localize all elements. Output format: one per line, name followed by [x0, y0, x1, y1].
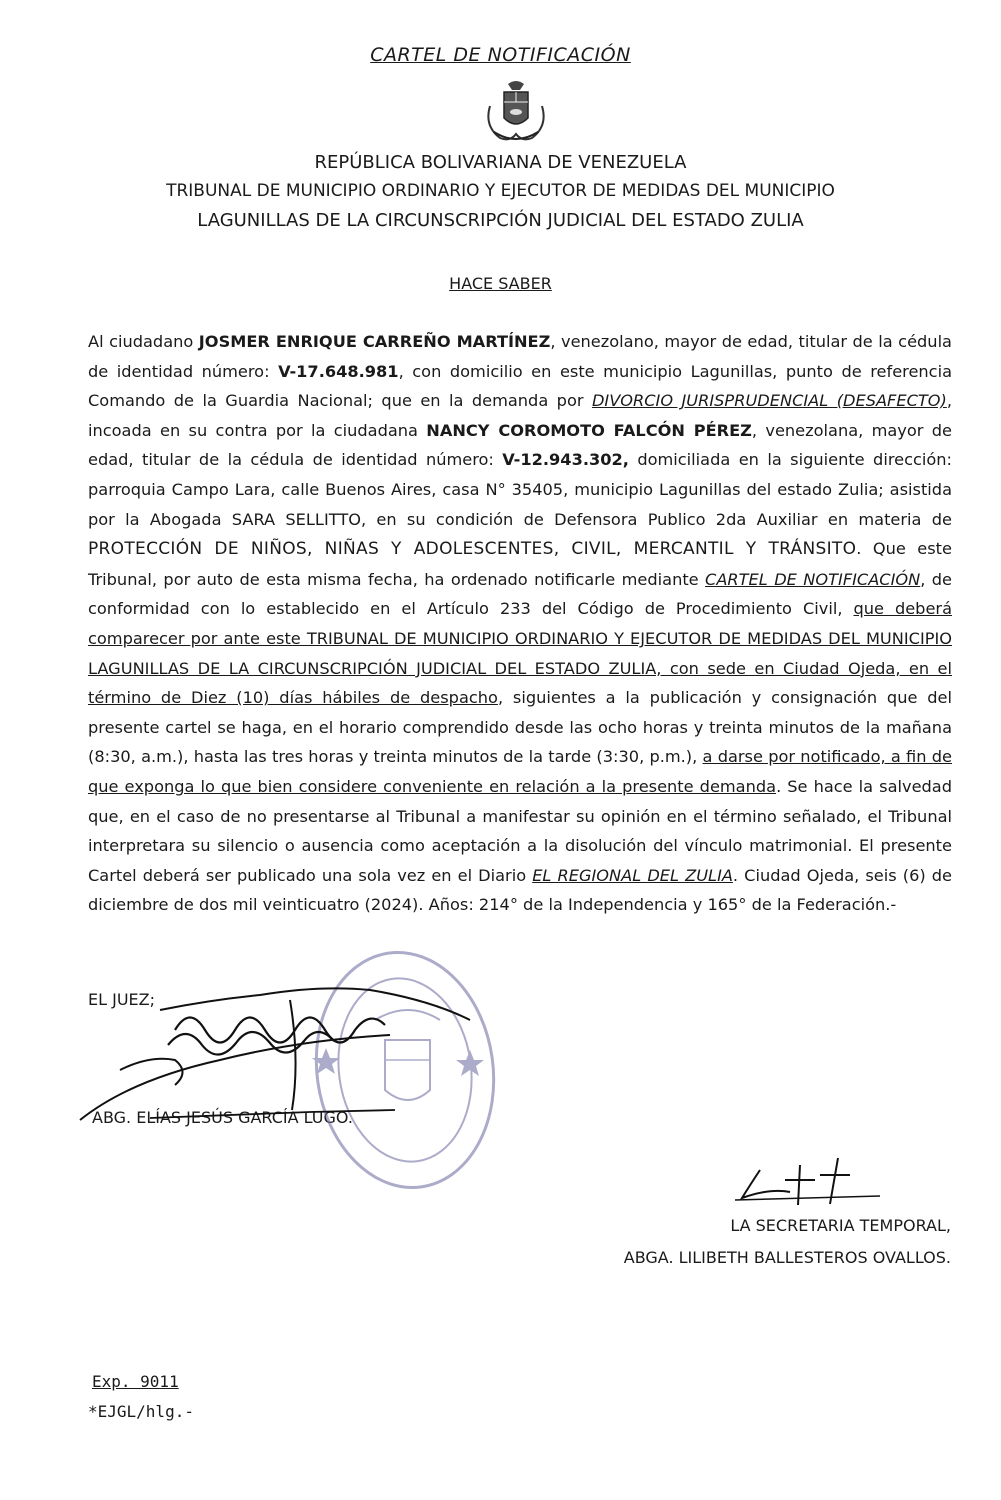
notification-purpose: a darse por notificado, a fin de que exponga lo que bien considere conveniente en relación a la presente demanda: [88, 747, 952, 796]
appearance-order: que deberá comparecer por ante este TRIBUNAL DE MUNICIPIO ORDINARIO Y EJECUTOR DE MEDIDAS DEL MUNICIPIO LAGUNILLAS DE LA CIRCUNSCRIPCIÓN JUDICIAL DEL ESTADO ZULIA, con sede en Ciudad Ojeda, en el término de Diez (10) días hábiles de despacho: [88, 599, 952, 708]
court-matter: PROTECCIÓN DE NIÑOS, NIÑAS Y ADOLESCENTES, CIVIL, MERCANTIL Y TRÁNSITO: [88, 539, 857, 560]
header-country: REPÚBLICA BOLIVARIANA DE VENEZUELA: [314, 152, 687, 173]
body-text-9: , siguientes a la publicación y consignación que del presente cartel se haga, en el horario comprendido desde las ocho horas y treinta minutos de la mañana (8:30, a.m.), hasta las tres horas y treinta minutos de la tarde (3:30, p.m.),: [88, 688, 952, 767]
secretary-role: LA SECRETARIA TEMPORAL,: [730, 1216, 951, 1235]
coat-of-arms-icon: [480, 76, 552, 146]
case-number: Exp. 9011: [92, 1372, 179, 1391]
body-text-8: , de conformidad con lo establecido en el Artículo 233 del Código de Procedimiento Civil,: [88, 569, 952, 619]
notice-body: [88, 327, 952, 920]
body-text-7: . Que este Tribunal, por auto de esta misma fecha, ha ordenado notificarle mediante: [88, 539, 952, 589]
body-text-4: , incoada en su contra por la ciudadana: [88, 391, 952, 440]
newspaper-name: EL REGIONAL DEL ZULIA: [532, 865, 733, 885]
hace-saber-heading: HACE SABER: [449, 274, 552, 293]
secretary-name: ABGA. LILIBETH BALLESTEROS OVALLOS.: [623, 1248, 951, 1267]
document-reference: *EJGL/hlg.-: [88, 1402, 194, 1421]
body-text-5: , venezolana, mayor de edad, titular de la cédula de identidad número:: [88, 420, 952, 470]
body-text-6: domiciliada en la siguiente dirección: parroquia Campo Lara, calle Buenos Aires, casa N° 35405, municipio Lagunillas del estado Zulia; asistida por la Abogada SARA SELLITTO, en su condición de Defensora Publico 2da Auxiliar en materia de: [88, 450, 952, 529]
document-title: CARTEL DE NOTIFICACIÓN: [370, 44, 631, 66]
plaintiff-name: NANCY COROMOTO FALCÓN PÉREZ: [426, 420, 752, 440]
cartel-reference: CARTEL DE NOTIFICACIÓN: [705, 569, 921, 589]
secretary-signature: [735, 1158, 880, 1205]
body-text-11: . Ciudad Ojeda, seis (6) de diciembre de dos mil veinticuatro (2024). Años: 214° de la Independencia y 165° de la Federación.-: [88, 865, 953, 915]
judge-label: EL JUEZ;: [88, 990, 155, 1009]
defendant-name: JOSMER ENRIQUE CARREÑO MARTÍNEZ: [198, 332, 551, 351]
plaintiff-id: V-12.943.302,: [502, 450, 629, 470]
header-court: TRIBUNAL DE MUNICIPIO ORDINARIO Y EJECUTOR DE MEDIDAS DEL MUNICIPIO: [166, 181, 835, 201]
body-text-1: Al ciudadano: [88, 332, 199, 351]
defendant-id: V-17.648.981: [278, 361, 399, 381]
header-jurisdiction: LAGUNILLAS DE LA CIRCUNSCRIPCIÓN JUDICIAL DEL ESTADO ZULIA: [197, 210, 804, 231]
body-text-3: , con domicilio en este municipio Lagunillas, punto de referencia Comando de la Guardia Nacional; que en la demanda por: [88, 361, 952, 411]
body-text-2: , venezolano, mayor de edad, titular de la cédula de identidad número:: [88, 332, 952, 381]
court-stamp: [301, 941, 508, 1199]
case-type: DIVORCIO JURISPRUDENCIAL (DESAFECTO): [591, 391, 947, 411]
judge-name: ABG. ELÍAS JESÚS GARCÍA LUGO.: [92, 1108, 353, 1127]
body-text-10: . Se hace la salvedad que, en el caso de no presentarse al Tribunal a manifestar su opinión en el término señalado, el Tribunal interpretara su silencio o ausencia como aceptación a la disolución del vínculo matrimonial. El presente Cartel deberá ser publicado una sola vez en el Diario: [88, 776, 953, 885]
